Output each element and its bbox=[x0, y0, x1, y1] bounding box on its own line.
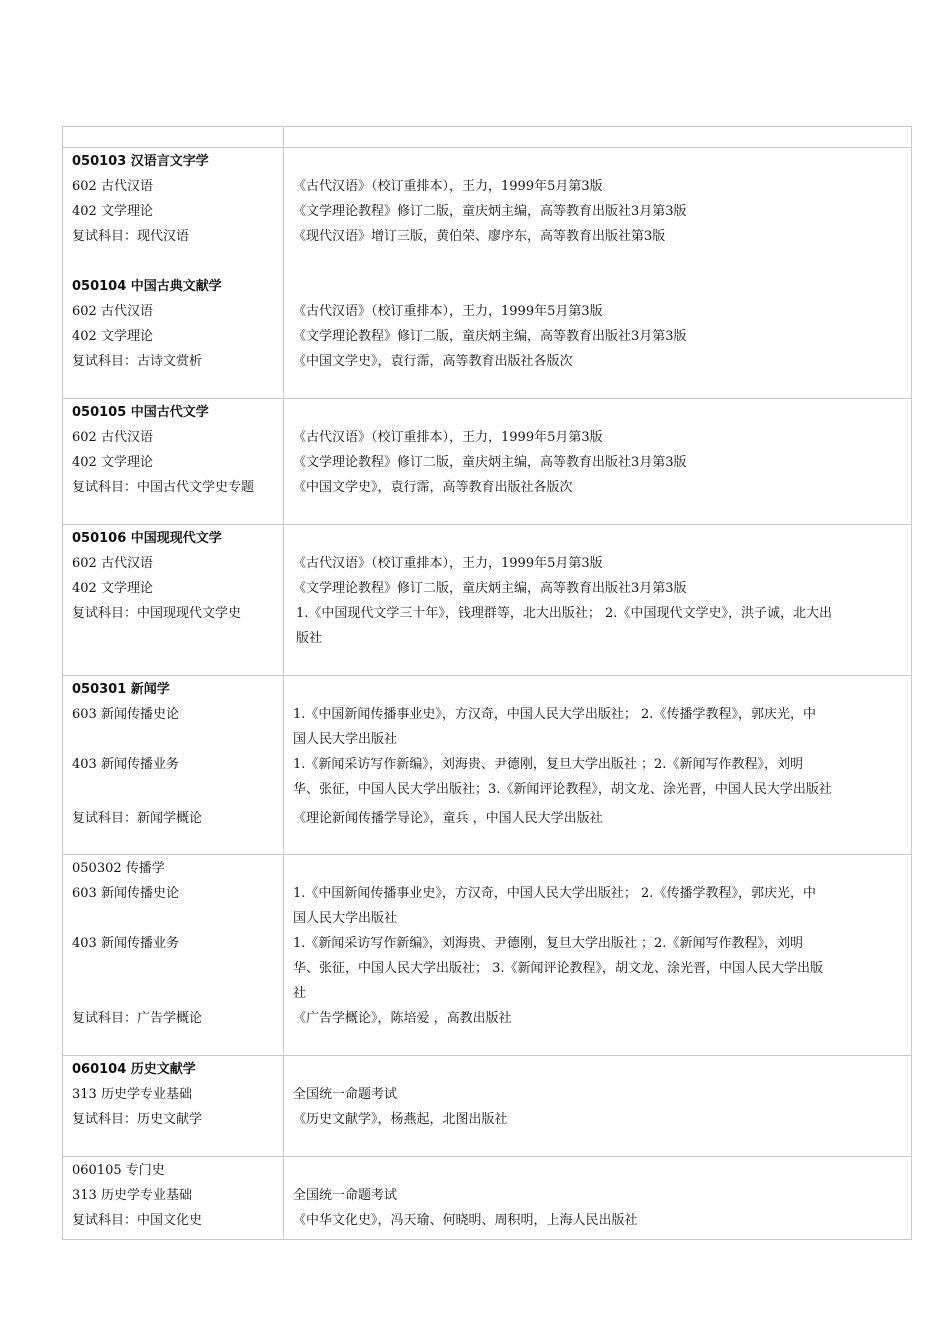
program-heading: 050302 传播学 bbox=[72, 861, 165, 876]
reference-line: 版社 bbox=[296, 631, 323, 646]
subject-cell bbox=[63, 855, 284, 1056]
reference-text bbox=[293, 881, 899, 931]
syllabus-table bbox=[62, 126, 912, 1240]
reference-text: 全国统一命题考试 bbox=[293, 1087, 398, 1102]
subject-cell bbox=[63, 676, 284, 855]
table-row bbox=[63, 148, 912, 399]
reference-text: 《中华文化史》，冯天瑜、何晓明、周积明，上海人民出版社 bbox=[293, 1213, 638, 1228]
exam-subject: 复试科目：中国文化史 bbox=[72, 1213, 203, 1228]
reference-text: 《历史文献学》，杨燕起，北图出版社 bbox=[293, 1112, 508, 1127]
reference-text: 《中国文学史》，袁行霈，高等教育出版社各版次 bbox=[293, 480, 573, 495]
reference-text bbox=[293, 702, 899, 752]
reference-line: 社 bbox=[293, 986, 307, 1001]
reference-cell bbox=[284, 399, 912, 525]
reference-line: 1.《新闻采访写作新编》，刘海贵、尹德刚，复旦大学出版社 ；2.《新闻写作教程》，刘明 bbox=[293, 757, 803, 772]
exam-subject: 403 新闻传播业务 bbox=[72, 757, 179, 772]
program-heading: 060105 专门史 bbox=[72, 1163, 165, 1178]
reference-text: 《广告学概论》，陈培爱 ，高教出版社 bbox=[293, 1011, 512, 1026]
exam-subject: 复试科目：古诗文赏析 bbox=[72, 354, 203, 369]
program-heading: 060104 历史文献学 bbox=[72, 1062, 196, 1077]
header-cell-right bbox=[284, 127, 912, 148]
program-heading: 050105 中国古代文学 bbox=[72, 405, 209, 420]
table-row bbox=[63, 399, 912, 525]
exam-subject: 603 新闻传播史论 bbox=[72, 886, 179, 901]
exam-subject: 313 历史学专业基础 bbox=[72, 1188, 192, 1203]
reference-text: 全国统一命题考试 bbox=[293, 1188, 398, 1203]
exam-subject: 602 古代汉语 bbox=[72, 304, 153, 319]
reference-text: 《文学理论教程》修订二版，童庆炳主编，高等教育出版社3月第3版 bbox=[293, 455, 687, 470]
reference-cell bbox=[284, 855, 912, 1056]
exam-subject: 602 古代汉语 bbox=[72, 556, 153, 571]
table-header-row bbox=[63, 127, 912, 148]
exam-subject: 403 新闻传播业务 bbox=[72, 936, 179, 951]
reference-text: 《文学理论教程》修订二版，童庆炳主编，高等教育出版社3月第3版 bbox=[293, 204, 687, 219]
reference-cell bbox=[284, 1157, 912, 1240]
reference-line: 华、张征，中国人民大学出版社； 3.《新闻评论教程》，胡文龙、涂光晋，中国人民大学出版 bbox=[293, 961, 824, 976]
reference-cell bbox=[284, 676, 912, 855]
exam-subject: 复试科目：广告学概论 bbox=[72, 1011, 203, 1026]
exam-subject: 复试科目：现代汉语 bbox=[72, 229, 190, 244]
exam-subject: 复试科目：中国现现代文学史 bbox=[72, 606, 242, 621]
reference-text: 《理论新闻传播学导论》，童兵 ，中国人民大学出版社 bbox=[293, 811, 603, 826]
subject-cell bbox=[63, 1157, 284, 1240]
reference-line: 1.《中国新闻传播事业史》，方汉奇，中国人民大学出版社； 2.《传播学教程》，郭庆光，中 bbox=[293, 707, 816, 722]
program-heading: 050103 汉语言文字学 bbox=[72, 154, 209, 169]
subject-cell bbox=[63, 525, 284, 676]
exam-subject: 复试科目：新闻学概论 bbox=[72, 811, 203, 826]
exam-subject: 402 文学理论 bbox=[72, 581, 153, 596]
reference-text: 《现代汉语》增订三版，黄伯荣、廖序东，高等教育出版社第3版 bbox=[293, 229, 666, 244]
exam-subject: 复试科目：中国古代文学史专题 bbox=[72, 480, 255, 495]
reference-line: 1.《中国新闻传播事业史》，方汉奇，中国人民大学出版社； 2.《传播学教程》，郭庆光，中 bbox=[293, 886, 816, 901]
reference-text: 《文学理论教程》修订二版，童庆炳主编，高等教育出版社3月第3版 bbox=[293, 581, 687, 596]
exam-subject: 313 历史学专业基础 bbox=[72, 1087, 192, 1102]
exam-subject: 复试科目：历史文献学 bbox=[72, 1112, 203, 1127]
reference-cell bbox=[284, 1056, 912, 1157]
reference-line: 1.《中国现代文学三十年》，钱理群等，北大出版社； 2.《中国现代文学史》，洪子诚，北大出 bbox=[296, 606, 832, 621]
table-row bbox=[63, 1056, 912, 1157]
table-row bbox=[63, 855, 912, 1056]
exam-subject: 603 新闻传播史论 bbox=[72, 707, 179, 722]
reference-cell bbox=[284, 525, 912, 676]
subject-cell bbox=[63, 399, 284, 525]
exam-subject: 602 古代汉语 bbox=[72, 179, 153, 194]
program-heading: 050104 中国古典文献学 bbox=[72, 279, 222, 294]
reference-text: 《古代汉语》（校订重排本），王力，1999年5月第3版 bbox=[293, 430, 603, 445]
syllabus-table-body bbox=[63, 127, 912, 1240]
reference-text bbox=[293, 752, 899, 802]
exam-subject: 402 文学理论 bbox=[72, 204, 153, 219]
exam-subject: 402 文学理论 bbox=[72, 329, 153, 344]
reference-text bbox=[293, 601, 899, 651]
reference-text: 《古代汉语》（校订重排本），王力，1999年5月第3版 bbox=[293, 556, 603, 571]
table-row bbox=[63, 525, 912, 676]
reference-line: 国人民大学出版社 bbox=[293, 911, 398, 926]
reference-line: 华、张征，中国人民大学出版社；3.《新闻评论教程》，胡文龙、涂光晋，中国人民大学出版社 bbox=[293, 782, 832, 797]
reference-cell bbox=[284, 148, 912, 399]
reference-line: 国人民大学出版社 bbox=[293, 732, 398, 747]
program-heading: 050106 中国现现代文学 bbox=[72, 531, 222, 546]
table-row bbox=[63, 1157, 912, 1240]
exam-subject: 402 文学理论 bbox=[72, 455, 153, 470]
reference-line: 1.《新闻采访写作新编》，刘海贵、尹德刚，复旦大学出版社 ；2.《新闻写作教程》，刘明 bbox=[293, 936, 803, 951]
exam-subject: 602 古代汉语 bbox=[72, 430, 153, 445]
reference-text: 《古代汉语》（校订重排本），王力，1999年5月第3版 bbox=[293, 304, 603, 319]
reference-text: 《文学理论教程》修订二版，童庆炳主编，高等教育出版社3月第3版 bbox=[293, 329, 687, 344]
header-cell-left bbox=[63, 127, 284, 148]
subject-cell bbox=[63, 1056, 284, 1157]
subject-cell bbox=[63, 148, 284, 399]
reference-text: 《中国文学史》，袁行霈，高等教育出版社各版次 bbox=[293, 354, 573, 369]
program-heading: 050301 新闻学 bbox=[72, 682, 170, 697]
table-row bbox=[63, 676, 912, 855]
reference-text: 《古代汉语》（校订重排本），王力，1999年5月第3版 bbox=[293, 179, 603, 194]
reference-text bbox=[293, 931, 899, 1006]
